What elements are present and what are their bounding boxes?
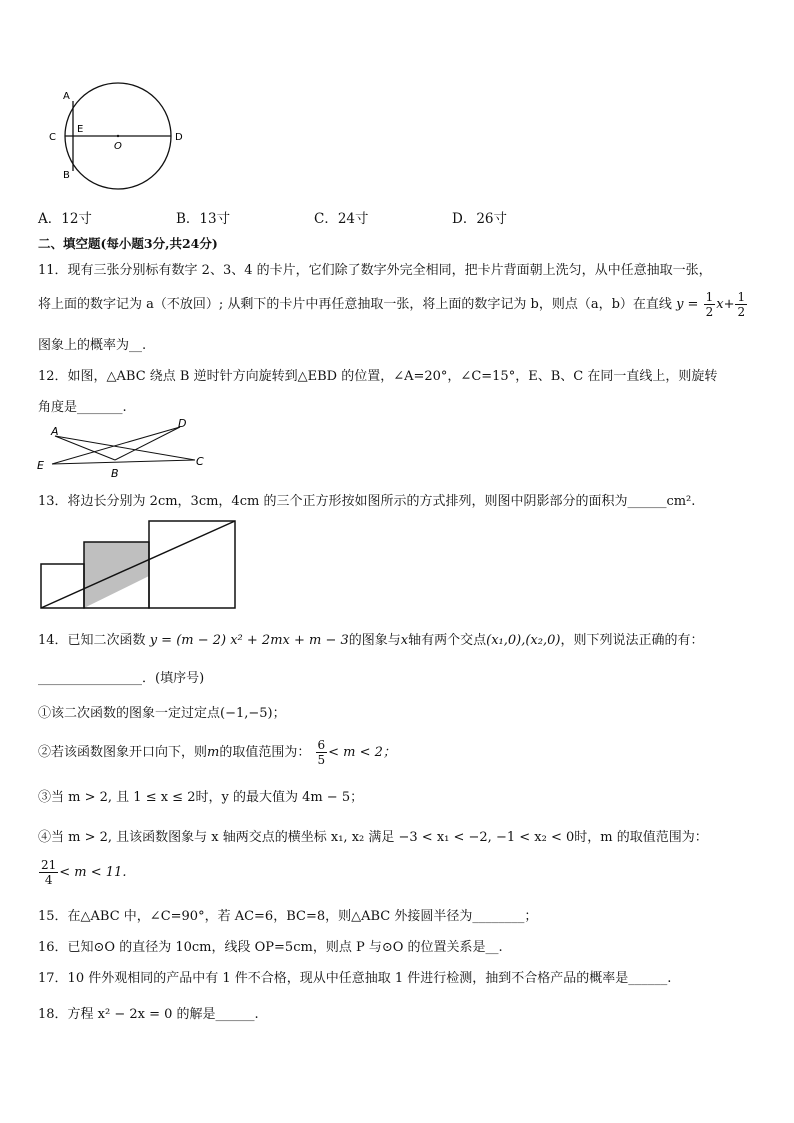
choice-a: A．12寸	[38, 211, 92, 227]
choice-b: B．13寸	[176, 211, 231, 227]
label-a: A	[51, 425, 59, 438]
label-e: E	[37, 459, 44, 472]
square-2cm	[41, 564, 84, 608]
q11-frac1: $\frac{1}{2}$	[705, 290, 714, 319]
label-c: C	[49, 132, 56, 143]
label-b: B	[63, 170, 70, 181]
q11-text: 将上面的数字记为 a（不放回）; 从剩下的卡片中再任意抽取一张，将上面的数字记为 b，则点（a，b）在直线	[38, 297, 672, 312]
q11-line1: 11．现有三张分别标有数字 2、3、4 的卡片，它们除了数字外完全相同，把卡片背面朝上洗匀，从中任意抽取一张，	[38, 263, 712, 278]
q11-y: y =	[676, 297, 699, 312]
q14-frac-214: $\frac{21}{4}$	[41, 858, 57, 887]
choice-d: D．26寸	[452, 211, 508, 227]
q13-line: 13．将边长分别为 2cm，3cm，4cm 的三个正方形按如图所示的方式排列，则图中阴影部分的面积为______cm².	[38, 494, 696, 509]
q14-statement-4-range: $\frac{21}{4}$ < m < 11.	[41, 858, 127, 887]
q11-line3: 图象上的概率为__.	[38, 338, 147, 353]
q14-statement-4: ④当 m > 2, 且该函数图象与 x 轴两交点的横坐标 x₁, x₂ 满足 −3 < x₁ < −2, −1 < x₂ < 0时，m 的取值范围为：	[38, 830, 708, 845]
q11-x: x+	[716, 297, 735, 312]
q14-line2: ________________．(填序号)	[38, 671, 205, 686]
q14-equation: y = (m − 2) x² + 2mx + m − 3	[149, 633, 349, 648]
q16-line: 16．已知⊙O 的直径为 10cm，线段 OP=5cm，则点 P 与⊙O 的位置关系是__.	[38, 940, 503, 955]
q15-line: 15．在△ABC 中，∠C=90°，若 AC=6，BC=8，则△ABC 外接圆半径为________；	[38, 909, 538, 924]
square-4cm	[149, 521, 235, 608]
q11-frac2: $\frac{1}{2}$	[737, 290, 746, 319]
q11-line2	[38, 290, 748, 319]
squares-figure	[38, 520, 238, 612]
label-o: O	[114, 141, 122, 152]
label-d: D	[175, 132, 183, 143]
q14-statement-3: ③当 m > 2, 且 1 ≤ x ≤ 2时，y 的最大值为 4m − 5；	[38, 790, 364, 805]
label-d: D	[178, 418, 187, 430]
q14-line1: 14．已知二次函数 y = (m − 2) x² + 2mx + m − 3的图象与x轴有两个交点(x₁,0),(x₂,0)，则下列说法正确的有：	[38, 633, 704, 648]
q14-statement-2: ②若该函数图象开口向下，则m的取值范围为： $\frac{6}{5}$ < m < 2；	[38, 738, 396, 767]
label-a: A	[63, 91, 70, 102]
q14-statement-1: ①该二次函数的图象一定过定点(−1,−5)；	[38, 706, 286, 721]
label-b: B	[111, 467, 119, 480]
q12-line2: 角度是_______.	[38, 400, 127, 415]
shaded-region	[84, 542, 149, 608]
section-title: 二、填空题(每小题3分,共24分)	[38, 236, 218, 251]
q17-line: 17．10 件外观相同的产品中有 1 件不合格，现从中任意抽取 1 件进行检测，抽到不合格产品的概率是______.	[38, 971, 672, 986]
label-c: C	[196, 455, 204, 468]
choice-c: C．24寸	[314, 211, 369, 227]
center-dot	[117, 135, 119, 137]
q14-points: (x₁,0),(x₂,0)	[486, 633, 561, 648]
circle-figure	[40, 80, 200, 200]
q18-line: 18．方程 x² − 2x = 0 的解是______.	[38, 1007, 259, 1022]
label-e: E	[77, 124, 84, 135]
q12-line1: 12．如图，△ABC 绕点 B 逆时针方向旋转到△EBD 的位置，∠A=20°，∠C=15°，E、B、C 在同一直线上，则旋转	[38, 369, 718, 384]
rotation-figure	[35, 418, 215, 480]
q14-frac-65: $\frac{6}{5}$	[317, 738, 326, 767]
